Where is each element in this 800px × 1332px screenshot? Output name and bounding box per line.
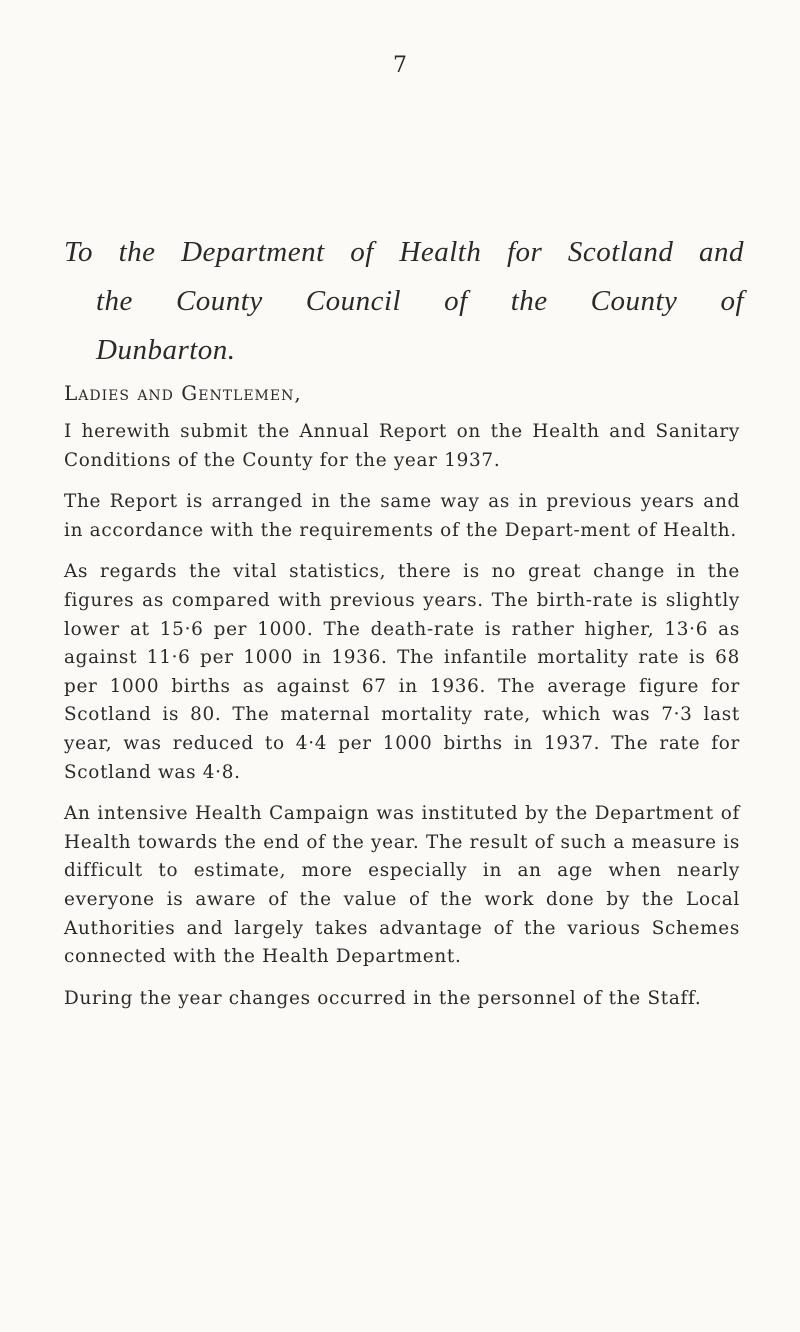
paragraph-health-campaign: An intensive Health Campaign was instituted by the Department of Health towards the end of the year. The result of such a measure is difficult to estimate, more especially in an age when nearly everyone is aware of the value of the work done by the Local Authorities and largely takes advantage of the various Schemes connected with the Health Department.: [64, 803, 740, 968]
report-body: [64, 418, 740, 1026]
paragraph-vital-statistics: As regards the vital statistics, there is no great change in the figures as compared with previous years. The birth-rate is slightly lower at 15·6 per 1000. The death-rate is rather higher, 13·6 as against 11·6 per 1000 in 1936. The infantile mortality rate is 68 per 1000 births as against 67 in 1936. The average figure for Scotland is 80. The maternal mortality rate, which was 7·3 last year, was reduced to 4·4 per 1000 births in 1937. The rate for Scotland was 4·8.: [64, 561, 740, 783]
page-number: 7: [393, 53, 407, 78]
address-line-2: the County Council of the County of: [96, 285, 744, 317]
address-line-3: Dunbarton.: [96, 334, 236, 366]
salutation: Ladies and Gentlemen,: [64, 381, 302, 405]
address-line-1: To the Department of Health for Scotland and: [64, 236, 744, 268]
address-block: [64, 228, 744, 375]
paragraph-arrangement: The Report is arranged in the same way as in previous years and in accordance with the requirements of the Depart-ment of Health.: [64, 491, 740, 541]
paragraph-staff-changes: During the year changes occurred in the personnel of the Staff.: [64, 987, 702, 1009]
paragraph-submission: I herewith submit the Annual Report on the Health and Sanitary Conditions of the County for the year 1937.: [64, 421, 740, 471]
